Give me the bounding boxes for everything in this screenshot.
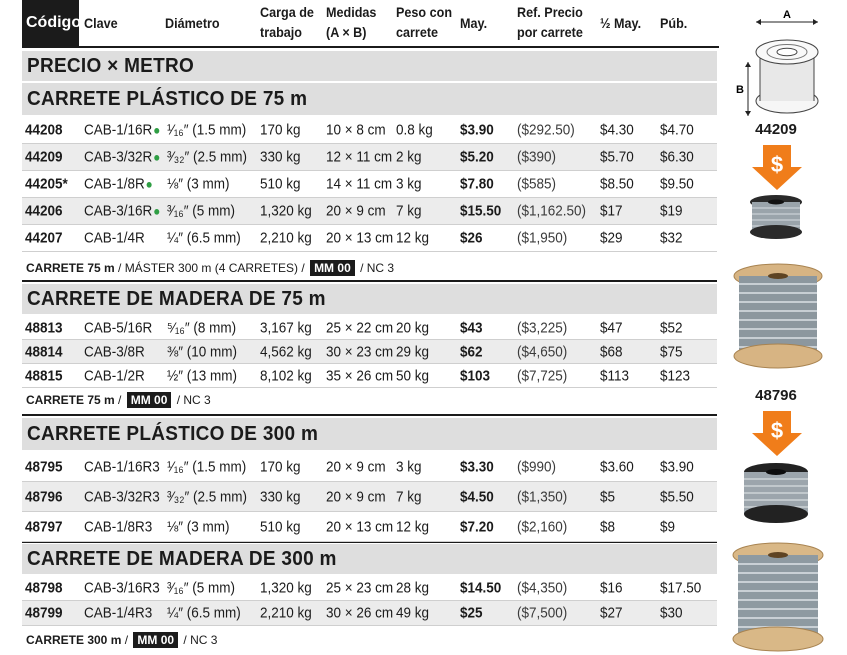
weight: 7 kg	[396, 202, 422, 220]
half-wholesale-price: $8	[600, 518, 616, 535]
half-wholesale-price: $29	[600, 229, 623, 247]
work-load: 3,167 kg	[260, 319, 312, 336]
product-key: CAB-3/32R3	[84, 488, 160, 505]
product-key-text: CAB-3/16R	[84, 202, 153, 220]
header-pub: Púb.	[660, 15, 688, 31]
dimensions: 20 × 9 cm	[326, 458, 386, 475]
work-load: 4,562 kg	[260, 343, 312, 360]
product-code: 44208	[25, 121, 63, 139]
wholesale-price: $4.50	[460, 488, 494, 505]
table-header	[22, 0, 719, 48]
public-price: $19	[660, 202, 683, 220]
diameter: ³⁄₃₂″ (2.5 mm)	[167, 148, 248, 166]
header-ref-2: por carrete	[517, 24, 583, 40]
product-key-text: CAB-3/32R	[84, 148, 153, 166]
public-price: $9	[660, 518, 676, 535]
wholesale-price: $5.20	[460, 148, 494, 166]
spool-dimension-diagram	[728, 4, 838, 124]
availability-dot-icon: ●	[153, 149, 161, 165]
half-wholesale-price: $16	[600, 579, 623, 597]
wholesale-price: $14.50	[460, 579, 502, 597]
weight: 12 kg	[396, 229, 430, 247]
weight: 0.8 kg	[396, 121, 433, 139]
section-note: CARRETE 300 m / MM 00 / NC 3	[26, 633, 218, 647]
header-medidas-1: Medidas	[326, 4, 377, 20]
wholesale-price: $25	[460, 604, 483, 622]
header-may: May.	[460, 15, 488, 31]
price-down-arrow-icon	[751, 145, 803, 191]
weight: 50 kg	[396, 367, 430, 384]
work-load: 1,320 kg	[260, 579, 312, 597]
wholesale-price: $26	[460, 229, 483, 247]
table-row	[22, 512, 717, 542]
work-load: 1,320 kg	[260, 202, 312, 220]
dimensions: 10 × 8 cm	[326, 121, 386, 139]
public-price: $52	[660, 319, 683, 336]
public-price: $9.50	[660, 175, 694, 193]
diameter: ¼″ (6.5 mm)	[167, 229, 241, 247]
work-load: 170 kg	[260, 121, 301, 139]
diameter: ¹⁄₁₆″ (1.5 mm)	[167, 121, 247, 139]
half-wholesale-price: $47	[600, 319, 623, 336]
reference-price: ($7,500)	[517, 604, 568, 622]
weight: 12 kg	[396, 518, 430, 535]
public-price: $4.70	[660, 121, 694, 139]
mm-badge: MM 00	[133, 632, 178, 648]
table-row	[22, 452, 717, 482]
table-row	[22, 171, 717, 198]
dimensions: 25 × 22 cm	[326, 319, 394, 336]
product-code: 44205*	[25, 175, 68, 193]
wholesale-price: $62	[460, 343, 483, 360]
product-code: 48797	[25, 518, 63, 535]
dim-b-label: B	[736, 84, 744, 96]
header-codigo: Código	[22, 0, 79, 46]
dim-a-label: A	[783, 9, 791, 21]
reference-price: ($990)	[517, 458, 557, 475]
table-row	[22, 576, 717, 601]
half-wholesale-price: $113	[600, 367, 630, 384]
availability-dot-icon: ●	[153, 122, 161, 138]
product-key: CAB-5/16R	[84, 319, 153, 336]
reference-price: ($7,725)	[517, 367, 568, 384]
weight: 2 kg	[396, 148, 422, 166]
reference-price: ($4,650)	[517, 343, 568, 360]
wholesale-price: $3.90	[460, 121, 494, 139]
divider	[22, 280, 717, 282]
diameter: ⅛″ (3 mm)	[167, 175, 230, 193]
diameter: ³⁄₁₆″ (5 mm)	[167, 202, 236, 220]
table-row	[22, 144, 717, 171]
table-row	[22, 601, 717, 626]
product-key	[84, 176, 153, 193]
work-load: 170 kg	[260, 458, 301, 475]
table-row	[22, 316, 717, 340]
product-key-text: CAB-1/16R	[84, 121, 153, 139]
half-wholesale-price: $5.70	[600, 148, 634, 166]
dimensions: 20 × 9 cm	[326, 202, 386, 220]
header-half-may: ½ May.	[600, 15, 642, 31]
dimensions: 30 × 23 cm	[326, 343, 394, 360]
wholesale-price: $15.50	[460, 202, 502, 220]
precio-label: PRECIO × METRO	[22, 51, 717, 81]
product-code-label: 44209	[755, 121, 797, 138]
diameter: ³⁄₃₂″ (2.5 mm)	[167, 488, 248, 505]
plastic-spool-large-image	[741, 460, 811, 528]
reference-price: ($1,350)	[517, 488, 568, 505]
product-code: 48795	[25, 458, 63, 475]
divider	[22, 414, 717, 416]
reference-price: ($3,225)	[517, 319, 568, 336]
section-note: CARRETE 75 m / MM 00 / NC 3	[26, 393, 211, 407]
product-code: 48814	[25, 343, 63, 360]
public-price: $30	[660, 604, 683, 622]
dimensions: 25 × 23 cm	[326, 579, 394, 597]
product-key: CAB-1/4R3	[84, 604, 153, 622]
diameter: ³⁄₁₆″ (5 mm)	[167, 579, 236, 597]
half-wholesale-price: $68	[600, 343, 623, 360]
product-key	[84, 122, 160, 139]
dimensions: 20 × 13 cm	[326, 518, 394, 535]
public-price: $3.90	[660, 458, 694, 475]
product-key	[84, 149, 160, 166]
reference-price: ($2,160)	[517, 518, 568, 535]
wooden-spool-image	[731, 262, 826, 370]
work-load: 330 kg	[260, 148, 301, 166]
mm-badge: MM 00	[310, 260, 355, 276]
header-carga-2: trabajo	[260, 24, 303, 40]
product-code-label: 48796	[755, 387, 797, 404]
public-price: $32	[660, 229, 683, 247]
header-peso-1: Peso con	[396, 4, 453, 20]
header-medidas-2: (A × B)	[326, 24, 367, 40]
header-peso-2: carrete	[396, 24, 439, 40]
public-price: $75	[660, 343, 683, 360]
product-code: 44206	[25, 202, 63, 220]
dimensions: 12 × 11 cm	[326, 148, 393, 166]
wholesale-price: $7.20	[460, 518, 494, 535]
diameter: ¼″ (6.5 mm)	[167, 604, 241, 622]
diameter: ½″ (13 mm)	[167, 367, 238, 384]
diameter: ⁵⁄₁₆″ (8 mm)	[167, 319, 237, 336]
reference-price: ($1,162.50)	[517, 202, 587, 220]
header-clave: Clave	[84, 15, 118, 31]
header-ref-1: Ref. Precio	[517, 4, 583, 20]
product-code: 48799	[25, 604, 63, 622]
weight: 29 kg	[396, 343, 430, 360]
product-key: CAB-1/8R3	[84, 518, 153, 535]
work-load: 2,210 kg	[260, 229, 312, 247]
public-price: $6.30	[660, 148, 694, 166]
svg-text:$: $	[770, 418, 784, 443]
half-wholesale-price: $4.30	[600, 121, 634, 139]
weight: 49 kg	[396, 604, 430, 622]
table-row	[22, 482, 717, 512]
section-note: CARRETE 75 m / MÁSTER 300 m (4 CARRETES) / MM 00 / NC 3	[26, 261, 395, 275]
wooden-spool-large-image	[730, 541, 827, 653]
dimensions: 14 × 11 cm	[326, 175, 393, 193]
header-diametro: Diámetro	[165, 15, 220, 31]
dimensions: 20 × 13 cm	[326, 229, 394, 247]
work-load: 510 kg	[260, 175, 301, 193]
dimensions: 20 × 9 cm	[326, 488, 386, 505]
mm-badge: MM 00	[127, 392, 172, 408]
wholesale-price: $7.80	[460, 175, 494, 193]
work-load: 2,210 kg	[260, 604, 312, 622]
reference-price: ($4,350)	[517, 579, 568, 597]
wholesale-price: $103	[460, 367, 491, 384]
reference-price: ($390)	[517, 148, 557, 166]
table-row	[22, 117, 717, 144]
diameter: ⅛″ (3 mm)	[167, 518, 230, 535]
work-load: 510 kg	[260, 518, 301, 535]
public-price: $17.50	[660, 579, 702, 597]
svg-text:$: $	[770, 152, 784, 177]
product-code: 48815	[25, 367, 63, 384]
diameter: ⅜″ (10 mm)	[167, 343, 238, 360]
wholesale-price: $3.30	[460, 458, 494, 475]
table-row	[22, 225, 717, 252]
product-code: 48798	[25, 579, 63, 597]
half-wholesale-price: $27	[600, 604, 623, 622]
dimensions: 35 × 26 cm	[326, 367, 394, 384]
product-key: CAB-1/2R	[84, 367, 145, 384]
section-title: CARRETE PLÁSTICO DE 300 m	[22, 418, 717, 450]
section-title: CARRETE DE MADERA DE 300 m	[22, 544, 717, 574]
weight: 20 kg	[396, 319, 430, 336]
product-code: 48813	[25, 319, 63, 336]
section-title: CARRETE PLÁSTICO DE 75 m	[22, 83, 717, 115]
product-code: 48796	[25, 488, 63, 505]
half-wholesale-price: $17	[600, 202, 623, 220]
public-price: $5.50	[660, 488, 694, 505]
product-key: CAB-1/16R3	[84, 458, 160, 475]
weight: 3 kg	[396, 175, 422, 193]
header-carga-1: Carga de	[260, 4, 314, 20]
work-load: 8,102 kg	[260, 367, 312, 384]
half-wholesale-price: $8.50	[600, 175, 634, 193]
product-key: CAB-3/16R3	[84, 579, 160, 597]
work-load: 330 kg	[260, 488, 301, 505]
product-code: 44207	[25, 229, 63, 247]
table-row	[22, 340, 717, 364]
product-key: CAB-1/4R	[84, 229, 145, 247]
table-row	[22, 198, 717, 225]
price-down-arrow-icon	[751, 411, 803, 457]
wholesale-price: $43	[460, 319, 483, 336]
product-code: 44209	[25, 148, 63, 166]
diameter: ¹⁄₁₆″ (1.5 mm)	[167, 458, 247, 475]
public-price: $123	[660, 367, 691, 384]
reference-price: ($292.50)	[517, 121, 575, 139]
reference-price: ($585)	[517, 175, 557, 193]
weight: 7 kg	[396, 488, 422, 505]
reference-price: ($1,950)	[517, 229, 568, 247]
product-key-text: CAB-1/8R	[84, 175, 145, 193]
half-wholesale-price: $3.60	[600, 458, 634, 475]
weight: 28 kg	[396, 579, 430, 597]
plastic-spool-small-image	[746, 192, 806, 242]
availability-dot-icon: ●	[145, 176, 153, 192]
section-title: CARRETE DE MADERA DE 75 m	[22, 284, 717, 314]
table-row	[22, 364, 717, 388]
availability-dot-icon: ●	[153, 203, 161, 219]
half-wholesale-price: $5	[600, 488, 616, 505]
weight: 3 kg	[396, 458, 422, 475]
product-key: CAB-3/8R	[84, 343, 145, 360]
dimensions: 30 × 26 cm	[326, 604, 394, 622]
product-key	[84, 203, 160, 220]
